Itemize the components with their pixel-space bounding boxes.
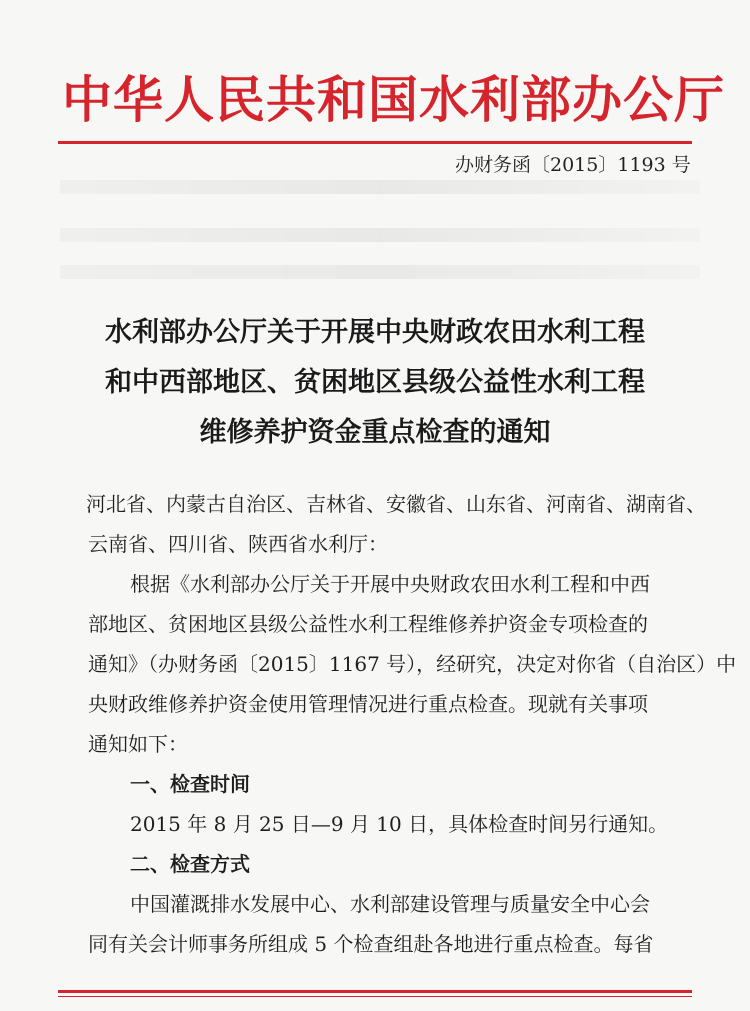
title-line: 维修养护资金重点检查的通知 bbox=[199, 417, 551, 448]
bleed-through-texture bbox=[60, 265, 700, 279]
paragraph-line: 根据《水利部办公厅关于开展中央财政农田水利工程和中西 bbox=[130, 572, 650, 596]
bleed-through-texture bbox=[60, 180, 700, 194]
section-text: 中国灌溉排水发展中心、水利部建设管理与质量安全中心会 bbox=[130, 892, 650, 916]
recipients-line: 云南省、四川省、陕西省水利厅： bbox=[88, 532, 388, 556]
section-heading: 一、检查时间 bbox=[130, 772, 250, 796]
title-line: 水利部办公厅关于开展中央财政农田水利工程 bbox=[105, 317, 645, 348]
paragraph-line: 通知》（办财务函〔2015〕1167 号），经研究，决定对你省（自治区）中 bbox=[88, 652, 737, 676]
title-line: 和中西部地区、贫困地区县级公益性水利工程 bbox=[105, 367, 645, 398]
recipients-line: 河北省、内蒙古自治区、吉林省、安徽省、山东省、河南省、湖南省、 bbox=[86, 492, 706, 516]
bleed-through-texture bbox=[60, 228, 700, 242]
paragraph-line: 通知如下： bbox=[88, 732, 188, 756]
paragraph-line: 部地区、贫困地区县级公益性水利工程维修养护资金专项检查的 bbox=[88, 612, 648, 636]
footer-red-rule bbox=[58, 990, 692, 993]
document-number: 办财务函〔2015〕1193 号 bbox=[455, 154, 691, 176]
section-heading: 二、检查方式 bbox=[130, 852, 250, 876]
section-text: 2015 年 8 月 25 日—9 月 10 日，具体检查时间另行通知。 bbox=[130, 812, 669, 836]
document-title bbox=[60, 308, 690, 458]
header-red-rule bbox=[58, 141, 692, 144]
paragraph-line: 央财政维修养护资金使用管理情况进行重点检查。现就有关事项 bbox=[88, 692, 648, 716]
issuing-office-header: 中华人民共和国水利部办公厅 bbox=[62, 71, 725, 129]
document-body bbox=[86, 484, 737, 964]
footer-red-rule-thin bbox=[58, 996, 692, 997]
section-text: 同有关会计师事务所组成 5 个检查组赴各地进行重点检查。每省 bbox=[88, 932, 654, 956]
